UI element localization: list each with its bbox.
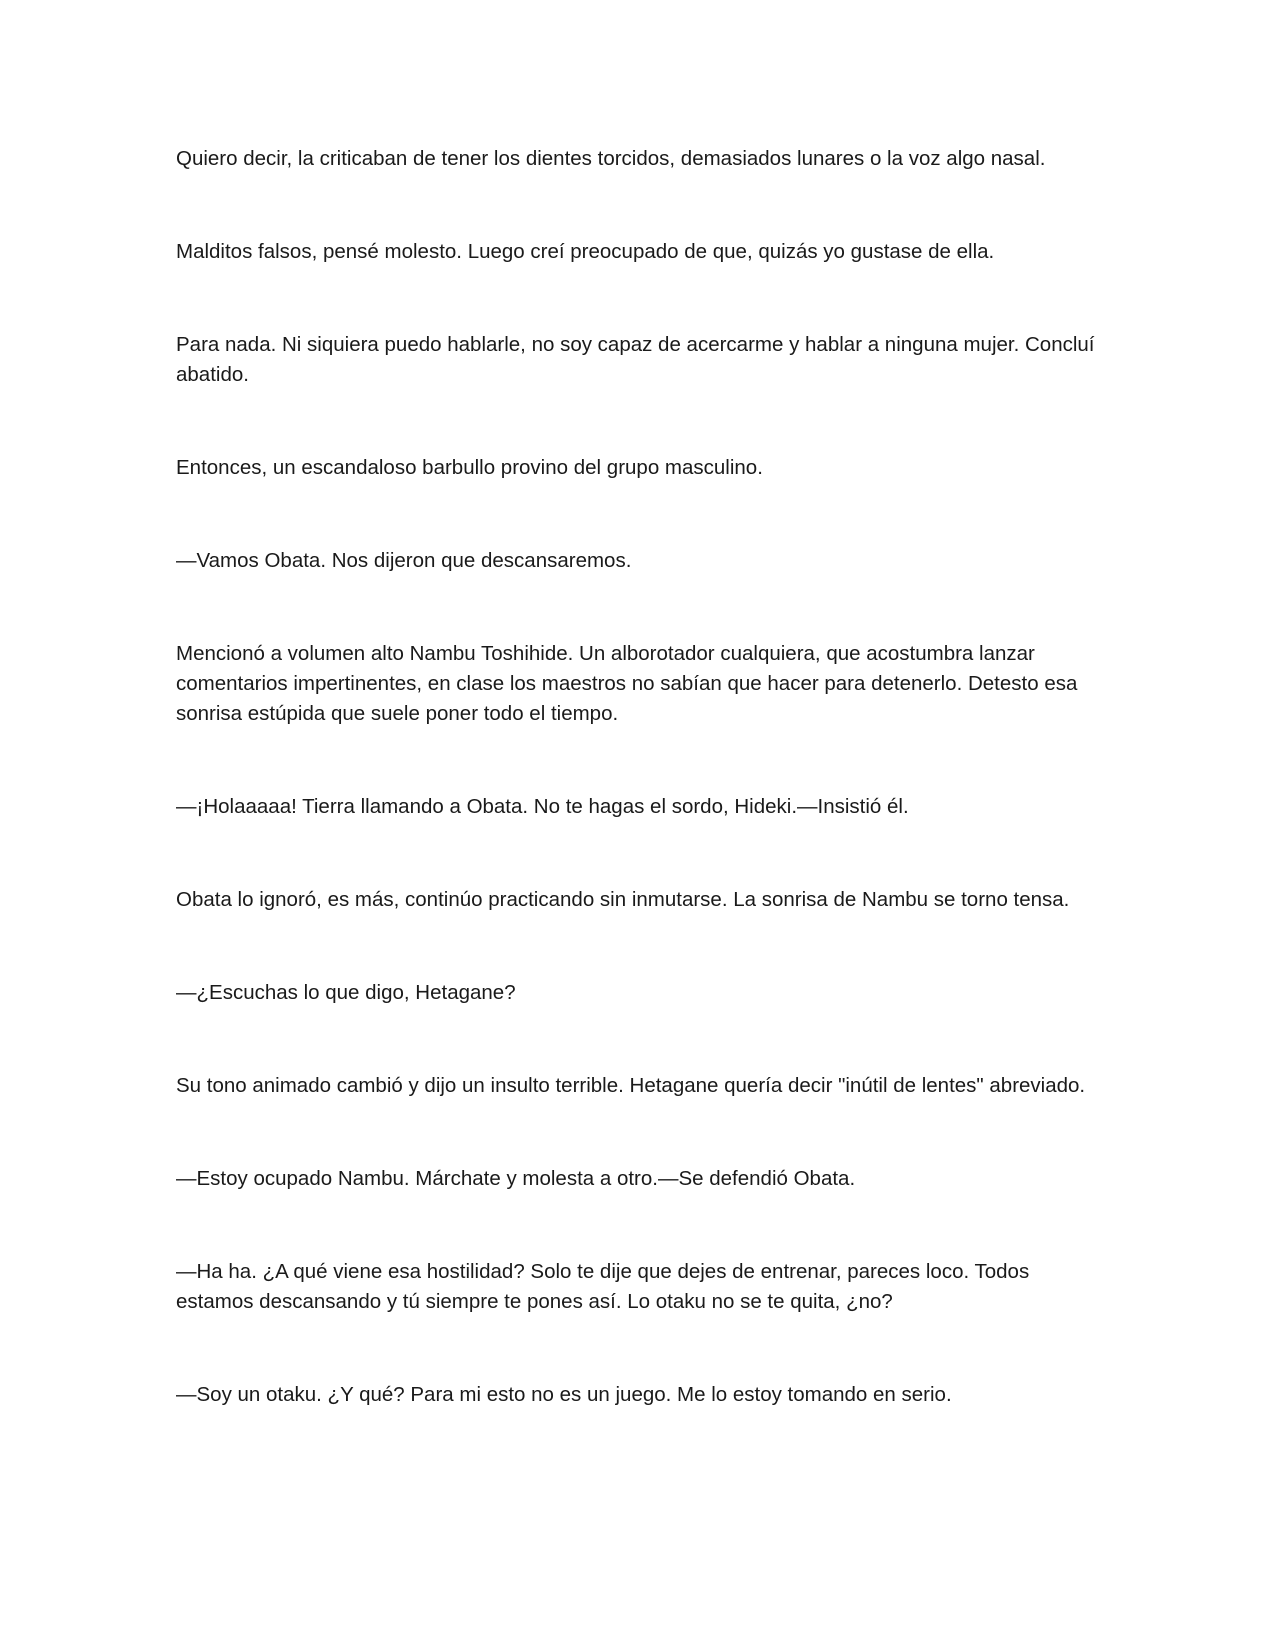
paragraph: Mencionó a volumen alto Nambu Toshihide. Un alborotador cualquiera, que acostumbra lanzar comentarios impertinentes, en clase los maestros no sabían que hacer para detenerlo. Detesto esa sonrisa estúpida que suele poner todo el tiempo.	[176, 642, 1078, 725]
paragraph: Su tono animado cambió y dijo un insulto terrible. Hetagane quería decir "inútil de lentes" abreviado.	[176, 1074, 1086, 1097]
paragraph: —¿Escuchas lo que digo, Hetagane?	[176, 981, 516, 1004]
paragraph: Quiero decir, la criticaban de tener los dientes torcidos, demasiados lunares o la voz algo nasal.	[176, 147, 1046, 170]
paragraph: Entonces, un escandaloso barbullo provino del grupo masculino.	[176, 456, 763, 479]
paragraph: Malditos falsos, pensé molesto. Luego creí preocupado de que, quizás yo gustase de ella.	[176, 240, 995, 263]
paragraph: —Ha ha. ¿A qué viene esa hostilidad? Solo te dije que dejes de entrenar, pareces loco. Todos estamos descansando y tú siempre te pones así. Lo otaku no se te quita, ¿no?	[176, 1260, 1030, 1313]
paragraph: Obata lo ignoró, es más, continúo practicando sin inmutarse. La sonrisa de Nambu se torno tensa.	[176, 888, 1070, 911]
paragraph: —¡Holaaaaa! Tierra llamando a Obata. No te hagas el sordo, Hideki.—Insistió él.	[176, 795, 909, 818]
paragraph: —Estoy ocupado Nambu. Márchate y molesta a otro.—Se defendió Obata.	[176, 1167, 856, 1190]
document-body	[176, 144, 1106, 1473]
paragraph: —Vamos Obata. Nos dijeron que descansaremos.	[176, 549, 632, 572]
paragraph: —Soy un otaku. ¿Y qué? Para mi esto no es un juego. Me lo estoy tomando en serio.	[176, 1383, 952, 1406]
paragraph: Para nada. Ni siquiera puedo hablarle, no soy capaz de acercarme y hablar a ninguna mujer. Concluí abatido.	[176, 333, 1095, 386]
